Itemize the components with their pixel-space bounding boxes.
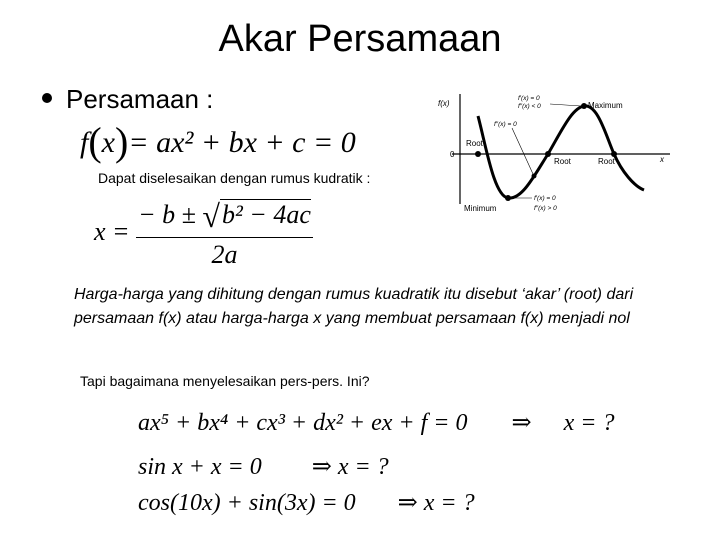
- minimum-label: Minimum: [464, 204, 497, 213]
- quad-den-text: 2a: [211, 240, 238, 269]
- question-note: Tapi bagaimana menyelesaikan pers-pers. Ini?: [80, 373, 370, 389]
- x-axis-label: x: [660, 155, 664, 164]
- radical-icon: √: [202, 198, 220, 234]
- root-label-1: Root: [466, 139, 483, 148]
- origin-label: 0: [450, 150, 455, 159]
- eq2-lhs: sin x + x = 0: [138, 454, 262, 480]
- quadratic-formula: [94, 198, 313, 270]
- inflection-point: [532, 174, 537, 179]
- eq1-rhs: x = ?: [563, 410, 615, 436]
- inflection-pointer: [512, 128, 533, 174]
- root-label-2: Root: [554, 157, 571, 166]
- inflection-condition: f″(x) = 0: [494, 121, 517, 128]
- eq3-lhs: cos(10x) + sin(3x) = 0: [138, 490, 356, 516]
- eq3-rhs: x = ?: [423, 490, 475, 516]
- bullet-label: Persamaan :: [66, 84, 214, 114]
- quad-lhs: x =: [94, 216, 130, 246]
- implies-icon: ⇒: [397, 490, 418, 516]
- maximum-label: Maximum: [588, 101, 623, 110]
- quad-radicand: b² − 4ac: [221, 200, 311, 229]
- eq-f: f: [80, 126, 89, 159]
- quad-fraction: [136, 198, 313, 270]
- min-condition-2: f″(x) > 0: [534, 205, 557, 212]
- quad-denominator: [136, 237, 313, 270]
- implies-icon: ⇒: [511, 410, 532, 436]
- root-label-3: Root: [598, 157, 615, 166]
- function-curve: [478, 106, 644, 198]
- min-condition-1: f′(x) = 0: [534, 195, 556, 202]
- implies-icon: ⇒: [311, 454, 332, 480]
- equation-polynomial: [138, 408, 614, 437]
- quad-numerator: [136, 198, 313, 237]
- eq-rhs: = ax² + bx + c = 0: [128, 126, 356, 159]
- root-point-1: [475, 151, 481, 157]
- quad-num-text: − b ±: [138, 200, 203, 229]
- equation-sin: [138, 452, 389, 481]
- max-condition-2: f″(x) < 0: [518, 103, 541, 110]
- root-point-2: [545, 151, 551, 157]
- minimum-point: [505, 195, 511, 201]
- quadratic-note: Dapat diselesaikan dengan rumus kudratik :: [98, 170, 371, 186]
- eq2-rhs: x = ?: [337, 454, 389, 480]
- equation-cos: [138, 488, 475, 517]
- max-condition-1: f′(x) = 0: [518, 95, 540, 102]
- slide-title: Akar Persamaan: [218, 18, 502, 60]
- explanation-paragraph: Harga-harga yang dihitung dengan rumus kuadratik itu disebut ‘akar’ (root) dari persamaan f(x) atau harga-harga x yang membuat persamaan f(x) menjadi nol: [74, 286, 634, 327]
- y-axis-label: f(x): [438, 99, 450, 108]
- bullet-persamaan: [42, 84, 213, 115]
- eq-x: x: [101, 126, 115, 159]
- bullet-dot-icon: [42, 93, 52, 103]
- max-pointer: [550, 104, 581, 106]
- maximum-point: [581, 103, 587, 109]
- root-graph: [438, 86, 678, 222]
- eq1-lhs: ax⁵ + bx⁴ + cx³ + dx² + ex + f = 0: [138, 410, 468, 436]
- general-equation: f(x)= ax² + bx + c = 0: [80, 119, 356, 164]
